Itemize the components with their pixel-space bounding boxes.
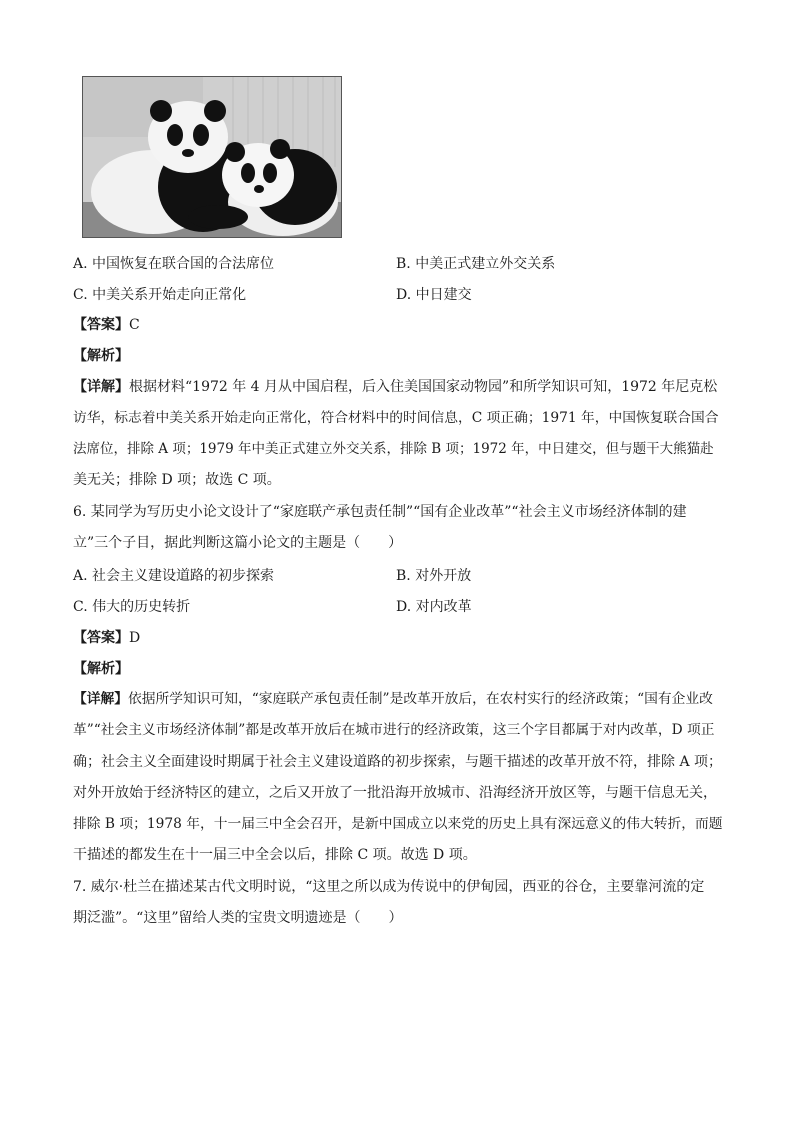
q6-option-a: A. 社会主义建设道路的初步探索 [73,568,275,584]
detail-text: 依据所学知识可知，“家庭联产承包责任制”是改革开放后，在农村实行的经济政策；“国有企业改 [128,691,713,707]
detail-label: 【详解】 [73,691,129,707]
q6-detail-line-2: 革”“社会主义市场经济体制”都是改革开放后在城市进行的经济政策，这三个字目都属于对内改革，D 项正 [73,722,715,738]
q6-stem-line-1: 6. 某同学为写历史小论文设计了“家庭联产承包责任制”“国有企业改革”“社会主义市场经济体制的建 [73,504,687,520]
q7-stem-line-1: 7. 威尔·杜兰在描述某古代文明时说，“这里之所以成为传说中的伊甸园，西亚的谷仓，主要靠河流的定 [73,879,705,895]
q6-stem-line-2: 立”三个子目，据此判断这篇小论文的主题是（ ） [73,535,403,551]
q5-detail-line-2: 访华，标志着中美关系开始走向正常化，符合材料中的时间信息，C 项正确；1971 年，中国恢复联合国合 [73,410,719,426]
q5-detail-line-4: 美无关；排除 D 项；故选 C 项。 [73,472,281,488]
q6-analysis-label: 【解析】 [73,661,129,677]
q5-detail-line-3: 法席位，排除 A 项；1979 年中美正式建立外交关系，排除 B 项；1972 年，中日建交，但与题干大熊猫赴 [73,441,714,457]
q6-option-c: C. 伟大的历史转折 [73,599,191,615]
answer-value: C [129,317,140,333]
detail-label: 【详解】 [73,379,129,395]
q6-detail-line-1 [73,689,723,709]
q5-option-c: C. 中美关系开始走向正常化 [73,287,247,303]
q6-detail-line-6: 干描述的都发生在十一届三中全会以后，排除 C 项。故选 D 项。 [73,847,477,863]
q6-detail-line-5: 排除 B 项；1978 年，十一届三中全会召开，是新中国成立以来党的历史上具有深远意义的伟大转折，而题 [73,816,723,832]
answer-label: 【答案】 [73,630,129,646]
detail-text: 根据材料“1972 年 4 月从中国启程，后入住美国国家动物园”和所学知识可知，1972 年尼克松 [129,379,718,395]
q6-option-d: D. 对内改革 [396,599,472,615]
q5-option-a: A. 中国恢复在联合国的合法席位 [73,256,275,272]
q5-analysis-label: 【解析】 [73,348,129,364]
q6-answer [73,628,140,648]
q5-option-b: B. 中美正式建立外交关系 [396,256,556,272]
answer-label: 【答案】 [73,317,129,333]
q6-option-b: B. 对外开放 [396,568,472,584]
q5-answer [73,315,140,335]
q6-detail-line-3: 确；社会主义全面建设时期属于社会主义建设道路的初步探索，与题干描述的改革开放不符，排除 A 项； [73,754,723,770]
panda-photo [82,76,342,238]
q5-detail-line-1 [73,377,723,397]
q5-option-d: D. 中日建交 [396,287,472,303]
answer-value: D [129,630,141,646]
q7-stem-line-2: 期泛滥”。“这里”留给人类的宝贵文明遗迹是（ ） [73,910,403,926]
q6-detail-line-4: 对外开放始于经济特区的建立，之后又开放了一批沿海开放城市、沿海经济开放区等，与题干信息无关， [73,785,717,801]
